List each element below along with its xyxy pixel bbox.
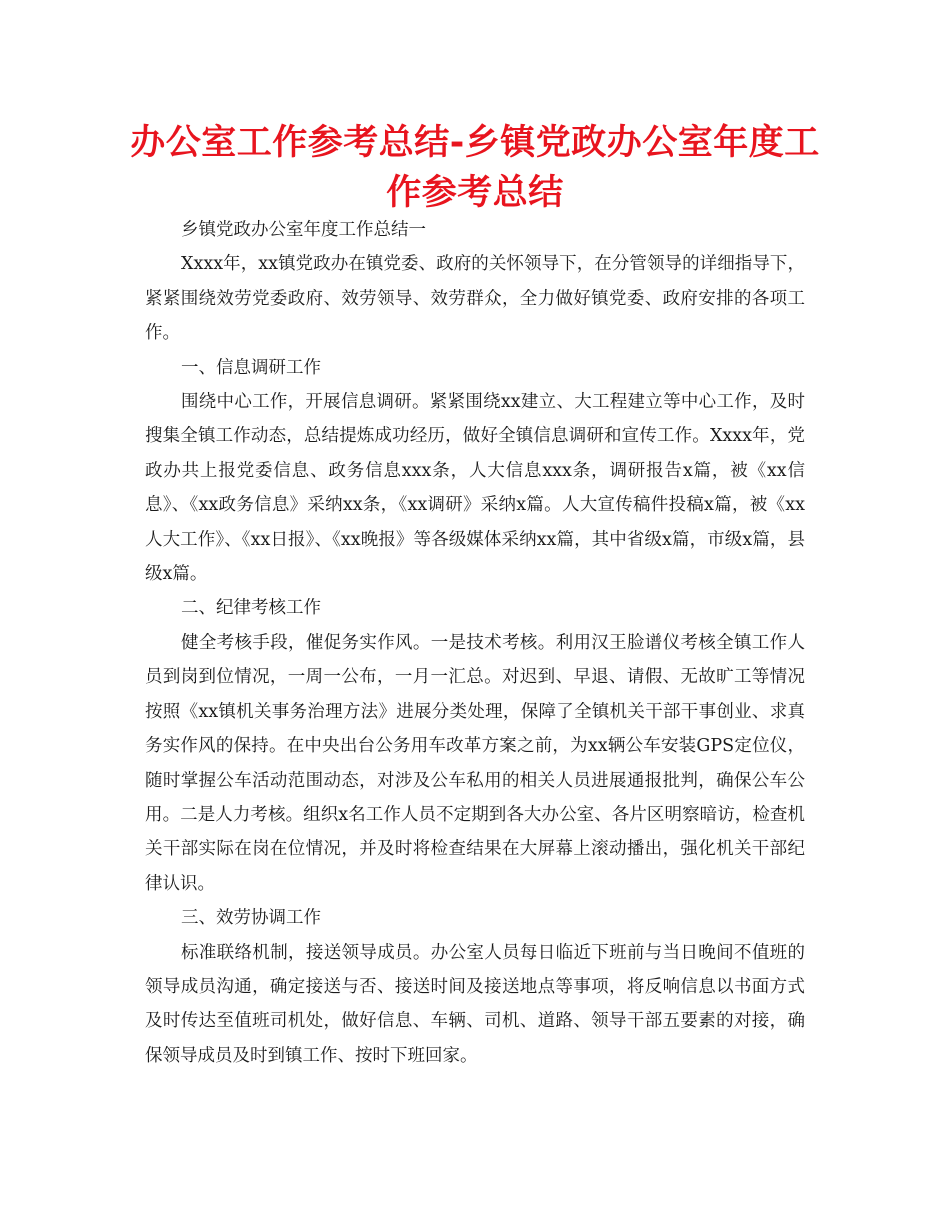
section-heading-1: 一、信息调研工作 <box>181 357 321 378</box>
section-3-paragraph: 标准联络机制，接送领导成员。办公室人员每日临近下班前与当日晚间不值班的领导成员沟通，确定接送与否、接送时间及接送地点等事项，将反响信息以书面方式及时传达至值班司机处，做好信息、车辆、司机、道路、领导干部五要素的对接，确保领导成员及时到镇工作、按时下班回家。 <box>145 942 805 1066</box>
subtitle-paragraph: 乡镇党政办公室年度工作总结一 <box>181 220 426 240</box>
section-heading-2: 二、纪律考核工作 <box>181 598 321 619</box>
document-body <box>145 213 805 1073</box>
intro-paragraph: Xxxx年，xx镇党政办在镇党委、政府的关怀领导下，在分管领导的详细指导下，紧紧围绕效劳党委政府、效劳领导、效劳群众，全力做好镇党委、政府安排的各项工作。 <box>145 254 805 344</box>
section-1-paragraph: 围绕中心工作，开展信息调研。紧紧围绕xx建立、大工程建立等中心工作，及时搜集全镇工作动态，总结提炼成功经历，做好全镇信息调研和宣传工作。Xxxx年，党政办共上报党委信息、政务信息xxx条，人大信息xxx条，调研报告x篇，被《xx信息》、《xx政务信息》采纳xx条，《xx调研》采纳x篇。人大宣传稿件投稿x篇，被《xx人大工作》、《xx日报》、《xx晚报》等各级媒体采纳xx篇，其中省级x篇，市级x篇，县级x篇。 <box>145 392 805 585</box>
section-heading-3: 三、效劳协调工作 <box>181 908 321 929</box>
document-title: 办公室工作参考总结-乡镇党政办公室年度工作参考总结 <box>130 123 820 213</box>
section-2-paragraph: 健全考核手段，催促务实作风。一是技术考核。利用汉王脸谱仪考核全镇工作人员到岗到位情况，一周一公布，一月一汇总。对迟到、早退、请假、无故旷工等情况按照《xx镇机关事务治理方法》进展分类处理，保障了全镇机关干部干事创业、求真务实作风的保持。在中央出台公务用车改革方案之前，为xx辆公车安装GPS定位仪，随时掌握公车活动范围动态，对涉及公车私用的相关人员进展通报批判，确保公车公用。二是人力考核。组织x名工作人员不定期到各大办公室、各片区明察暗访，检查机关干部实际在岗在位情况，并及时将检查结果在大屏幕上滚动播出，强化机关干部纪律认识。 <box>145 632 805 894</box>
